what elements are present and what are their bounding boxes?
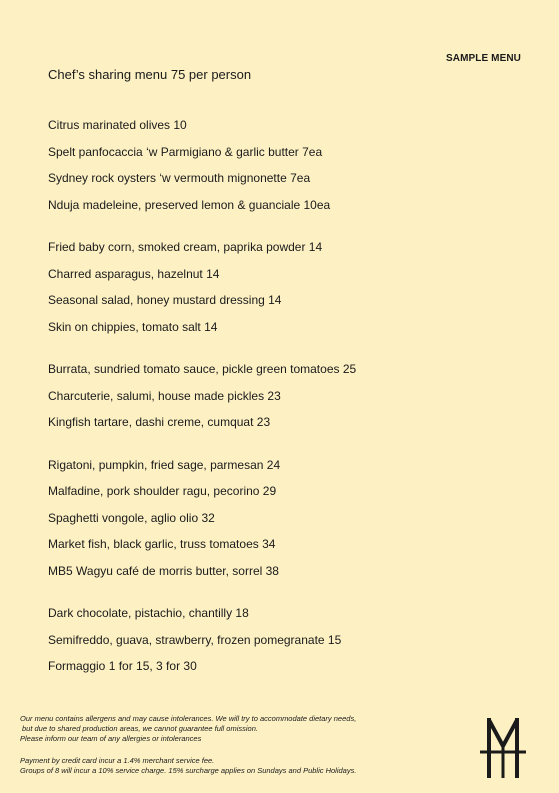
payment-note: Groups of 8 will incur a 10% service charge. 15% surcharge applies on Sundays and Public Holidays. bbox=[20, 766, 357, 775]
menu-section-mains bbox=[48, 457, 518, 590]
menu-item: Spelt panfocaccia ‘w Parmigiano & garlic butter 7ea bbox=[48, 144, 323, 159]
payment-note: Payment by credit card incur a 1.4% merchant service fee. bbox=[20, 756, 215, 765]
menu-section-snacks bbox=[48, 117, 518, 223]
allergen-note: but due to shared production areas, we cannot guarantee full omission. bbox=[22, 724, 258, 733]
footer-notes bbox=[20, 714, 460, 776]
menu-item: Rigatoni, pumpkin, fried sage, parmesan 24 bbox=[48, 457, 281, 472]
menu-item: Seasonal salad, honey mustard dressing 14 bbox=[48, 293, 282, 307]
allergen-note: Please inform our team of any allergies or intolerances bbox=[20, 734, 202, 743]
m-monogram-logo-icon bbox=[480, 716, 526, 780]
menu-item: Kingfish tartare, dashi creme, cumquat 23 bbox=[48, 415, 271, 429]
menu-item: Burrata, sundried tomato sauce, pickle green tomatoes 25 bbox=[48, 362, 357, 376]
menu-list bbox=[48, 117, 518, 701]
menu-item: Skin on chippies, tomato salt 14 bbox=[48, 319, 218, 334]
sample-menu-label: SAMPLE MENU bbox=[446, 53, 521, 64]
menu-item: Fried baby corn, smoked cream, paprika powder 14 bbox=[48, 240, 323, 254]
menu-item: Malfadine, pork shoulder ragu, pecorino 29 bbox=[48, 484, 277, 498]
menu-section-sides bbox=[48, 239, 518, 345]
menu-section-desserts bbox=[48, 605, 518, 685]
menu-item: Formaggio 1 for 15, 3 for 30 bbox=[48, 659, 197, 673]
menu-item: Charred asparagus, hazelnut 14 bbox=[48, 266, 220, 281]
menu-item: Market fish, black garlic, truss tomatoes 34 bbox=[48, 537, 276, 551]
menu-item: Semifreddo, guava, strawberry, frozen pomegranate 15 bbox=[48, 632, 342, 647]
menu-item: Sydney rock oysters ‘w vermouth mignonette 7ea bbox=[48, 171, 311, 185]
allergen-note: Our menu contains allergens and may cause intolerances. We will try to accommodate dietary needs, bbox=[20, 714, 357, 723]
menu-item: Nduja madeleine, preserved lemon & guanciale 10ea bbox=[48, 197, 331, 212]
menu-item: Charcuterie, salumi, house made pickles 23 bbox=[48, 388, 281, 403]
menu-item: MB5 Wagyu café de morris butter, sorrel 38 bbox=[48, 563, 279, 578]
menu-title: Chef’s sharing menu 75 per person bbox=[48, 67, 252, 82]
menu-item: Spaghetti vongole, aglio olio 32 bbox=[48, 510, 215, 525]
menu-item: Dark chocolate, pistachio, chantilly 18 bbox=[48, 606, 249, 620]
menu-item: Citrus marinated olives 10 bbox=[48, 118, 187, 132]
menu-section-starters bbox=[48, 361, 518, 441]
